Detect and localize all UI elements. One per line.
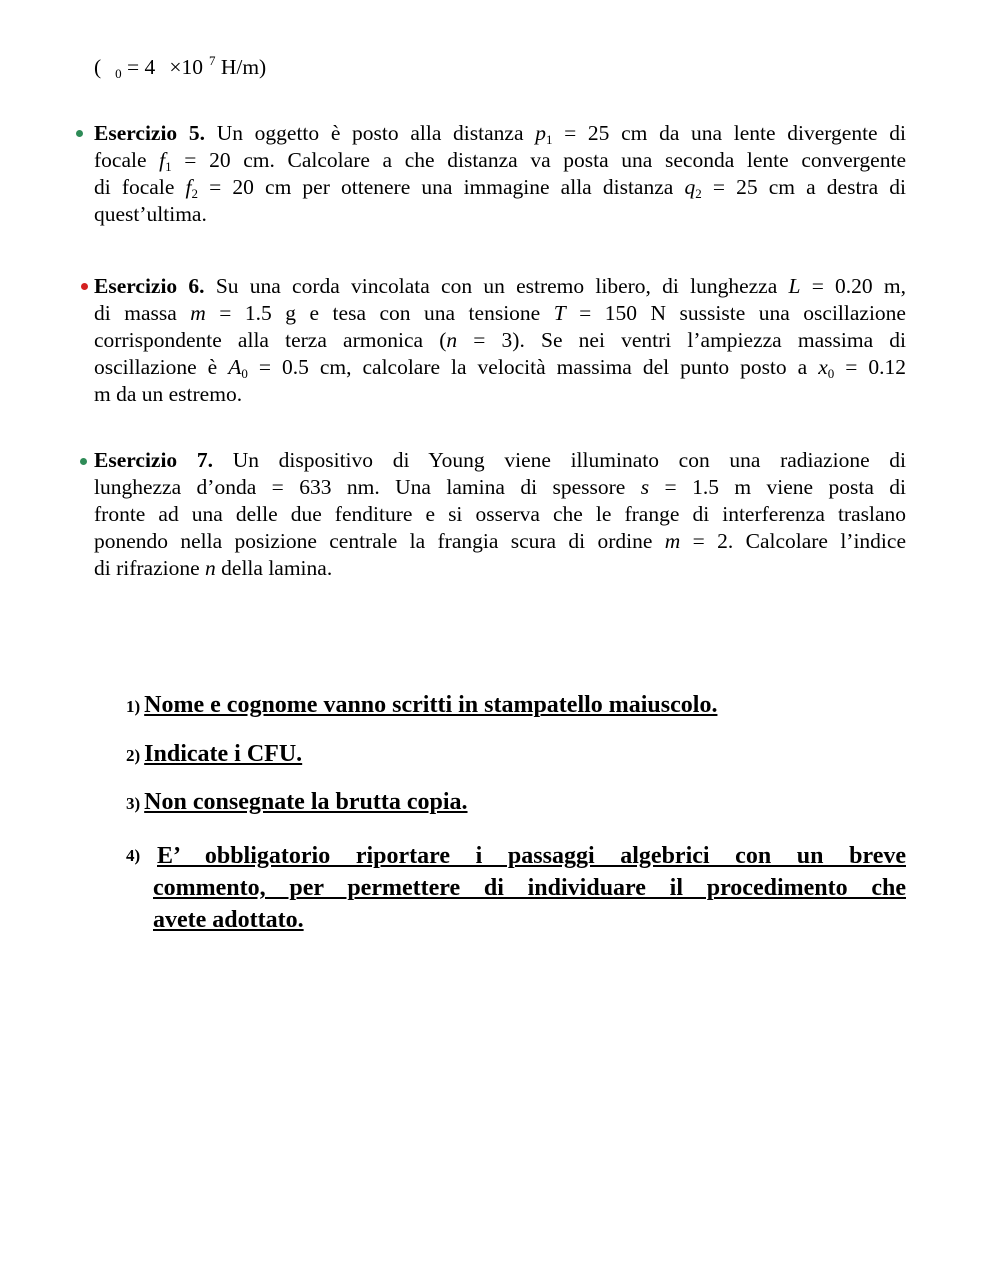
exercise-title: Esercizio 6. (94, 274, 205, 298)
exercise-5-bullet-icon (76, 130, 83, 137)
formula-power-base: ×10 (169, 55, 203, 79)
instruction-text-line: avete adottato. (153, 907, 304, 933)
instruction-number: 2) (126, 746, 141, 765)
exercise-text-line: quest’ultima. (94, 202, 207, 226)
exercise-text-line: focale $f_1 = 20$ cm. Calcolare a che distanza va posta una seconda lente convergente (94, 148, 906, 174)
formula-value: = 4 (127, 55, 156, 79)
formula-unit: H/m) (220, 55, 267, 79)
instruction-number: 1) (126, 697, 141, 716)
exercise-6-bullet-icon (81, 283, 88, 290)
instruction-text-line: E’ obbligatorio riportare i passaggi algebrici con un breve (157, 843, 906, 869)
exercise-text-line: lunghezza d’onda = 633 nm. Una lamina di spessore s = 1.5 m viene posta di (94, 475, 907, 499)
exercise-5 (94, 120, 906, 228)
exercise-text-line: ponendo nella posizione centrale la frangia scura di ordine m = 2. Calcolare l’indice (94, 529, 906, 553)
instruction-item (126, 789, 906, 816)
exercise-title: Esercizio 5. (94, 121, 205, 145)
exercise-text-line: Esercizio 7. Un dispositivo di Young viene illuminato con una radiazione di (94, 448, 907, 472)
formula-exponent: 7 (208, 53, 216, 68)
instruction-text: Indicate i CFU. (144, 741, 303, 767)
instruction-text-line: commento, per permettere di individuare il procedimento che (153, 875, 906, 901)
exercise-text-line: di massa m = 1.5 g e tesa con una tensione T = 150 N sussiste una oscillazione (94, 301, 906, 325)
exercise-text-line: di rifrazione n della lamina. (94, 556, 333, 580)
formula-open-paren: ( (94, 55, 102, 79)
exercise-6 (94, 273, 906, 408)
instruction-text: Non consegnate la brutta copia. (144, 789, 468, 815)
exercise-7 (94, 447, 906, 582)
exercise-7-bullet-icon (80, 458, 87, 465)
instruction-item (126, 741, 906, 768)
instruction-number: 4) (126, 846, 141, 865)
instruction-number: 3) (126, 794, 141, 813)
instruction-text: Nome e cognome vanno scritti in stampatello maiuscolo. (144, 692, 718, 718)
exercise-text-line: corrispondente alla terza armonica (n = 3). Se nei ventri l’ampiezza massima di (94, 328, 906, 352)
exercise-title: Esercizio 7. (94, 448, 213, 472)
instruction-item (126, 692, 906, 719)
exercise-text-line: oscillazione è $A_0 = 0.5$ cm, calcolare la velocità massima del punto posto a $x_0 = 0.12$ (94, 355, 906, 381)
exercise-text-line: di focale $f_2 = 20$ cm per ottenere una immagine alla distanza $q_2 = 25$ cm a destra di (94, 175, 906, 201)
exercise-text-line: fronte ad una delle due fenditure e si osserva che le frange di interferenza traslano (94, 502, 906, 526)
exercise-text-line: Esercizio 5. Un oggetto è posto alla distanza $p_1 = 25$ cm da una lente divergente di (94, 121, 907, 147)
exercise-text-line: m da un estremo. (94, 382, 243, 406)
formula-subscript: 0 (115, 66, 122, 81)
permeability-constant (94, 54, 266, 81)
exercise-text-line: Esercizio 6. Su una corda vincolata con un estremo libero, di lunghezza L = 0.20 m, (94, 274, 907, 298)
